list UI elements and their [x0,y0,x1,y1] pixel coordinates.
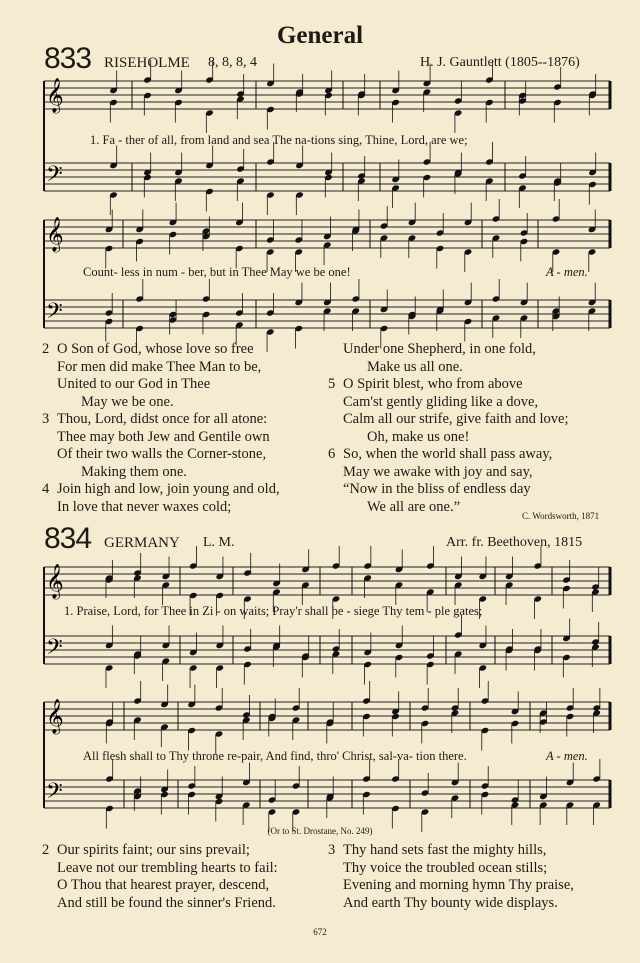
lyrics-line: Count- less in num - ber, but in Thee May we be one! [83,265,351,279]
hymn-number: 833 [44,42,92,75]
tune-name: GERMANY [104,535,180,551]
verse-line: “Now in the bliss of endless day [343,481,531,497]
verse-line: O Son of God, whose love so free [57,341,254,357]
amen: A - men. [546,265,588,279]
bass-clef-icon: 𝄢 [46,635,63,665]
verses-right [328,842,574,912]
verse-line: Thy hand sets fast the mighty hills, [343,842,547,858]
verse [42,842,278,912]
verse-number: 5 [328,376,336,392]
verse-line: Evening and morning hymn Thy praise, [343,877,574,893]
verse [328,446,569,516]
treble-clef-icon: 𝄞 [46,699,64,734]
verses-left [42,842,278,912]
verse-line: Of their two walls the Corner-stone, [57,446,267,462]
verse-number: 3 [42,411,50,427]
verse-line: O Spirit blest, who from above [343,376,523,392]
verse-line: Leave not our trembling hearts to fail: [57,859,278,876]
verse-line: In love that never waxes cold; [57,498,232,515]
verse-line: May we awake with joy and say, [343,463,533,480]
verse-line: May we be one. [81,393,174,410]
verses-left [42,341,280,516]
verse [328,842,574,912]
verses-right [328,341,569,516]
verse-line: Cam'st gently gliding like a dove, [343,393,539,410]
verse-line: So, when the world shall pass away, [343,446,553,462]
verse-number: 4 [42,481,50,497]
verse [328,376,569,446]
verse-line: And still be found the sinner's Friend. [57,894,276,911]
verse-line: O Thou that hearest prayer, descend, [57,877,270,893]
verse-number: 2 [42,842,50,858]
verse-line: Under one Shepherd, in one fold, [343,341,536,357]
verse-line: Thou, Lord, didst once for all atone: [57,411,268,427]
meter: 8, 8, 8, 4 [208,55,257,70]
treble-clef-icon: 𝄞 [46,217,64,252]
verse-line: We all are one.” [367,498,461,515]
bass-clef-icon: 𝄢 [46,299,63,329]
verse-line: Make us all one. [367,358,463,375]
verse-line: Thy voice the troubled ocean stills; [343,859,548,876]
verse-number: 2 [42,341,50,357]
verse-line: Calm all our strife, give faith and love; [343,411,569,427]
page-number: 672 [313,927,327,937]
verse-line: United to our God in Thee [57,376,211,392]
meter: L. M. [203,535,235,550]
verse-line: And earth Thy bounty wide displays. [343,894,558,911]
treble-clef-icon: 𝄞 [46,78,64,113]
hymn-number: 834 [44,522,92,555]
lyrics-line: All flesh shall to Thy throne re-pair, And find, thro' Christ, sal-va- tion there. [83,749,467,763]
section-title: General [276,22,364,49]
verse [42,411,280,481]
verse [42,481,280,516]
verse [343,341,569,376]
verse-line: Oh, make us one! [367,428,470,445]
bass-clef-icon: 𝄢 [46,162,63,192]
verse-number: 6 [328,446,336,462]
treble-clef-icon: 𝄞 [46,564,64,599]
verse-line: Our spirits faint; our sins prevail; [57,842,250,858]
verse-line: For men did make Thee Man to be, [57,358,262,375]
footnote: (Or to St. Drostane, No. 249) [267,826,373,836]
composer: H. J. Gauntlett (1805--1876) [420,55,580,70]
bass-clef-icon: 𝄢 [46,779,63,809]
verse-line: Making them one. [81,463,187,480]
verse-line: Join high and low, join young and old, [57,481,280,497]
verse-line: Thee may both Jew and Gentile own [57,428,270,445]
amen: A - men. [546,749,588,763]
verse-number: 3 [328,842,336,858]
verse [42,341,280,411]
lyrics-line: 1. Praise, Lord, for Thee in Zi - on waits; Pray'r shall be - siege Thy tem - ple gates; [64,604,483,618]
tune-name: RISEHOLME [104,55,190,71]
text-author: C. Wordsworth, 1871 [522,511,600,521]
lyrics-line: 1. Fa - ther of all, from land and sea The na-tions sing, Thine, Lord, are we; [90,133,468,147]
composer: Arr. fr. Beethoven, 1815 [446,535,583,550]
